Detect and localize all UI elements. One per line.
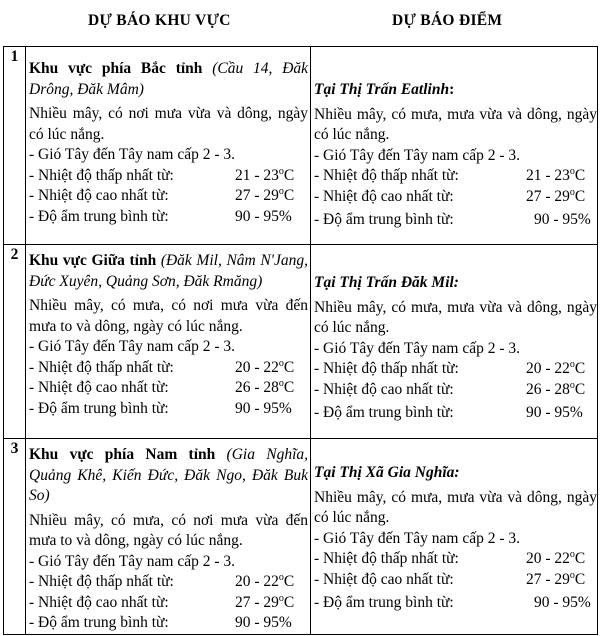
region-wind: - Gió Tây đến Tây nam cấp 2 - 3. xyxy=(29,552,236,570)
point-forecast-cell xyxy=(311,439,598,635)
region-title xyxy=(29,59,308,100)
point-description: Nhiều mây, có mưa, mưa vừa và dông, ngày có lúc nắng. xyxy=(314,488,597,526)
region-name: Khu vực phía Bắc tỉnh xyxy=(29,60,203,77)
point-humidity: - Độ ẩm trung bình từ: 90 - 95% xyxy=(314,404,583,421)
point-wind: - Gió Tây đến Tây nam cấp 2 - 3. xyxy=(314,339,521,357)
region-temp-max: - Nhiệt độ cao nhất từ: 27 - 29$^o$C xyxy=(29,592,295,611)
region-temp-max: - Nhiệt độ cao nhất từ: 27 - 29$^o$C xyxy=(29,185,295,204)
region-humidity: - Độ ẩm trung bình từ: 90 - 95% xyxy=(29,207,292,225)
region-description: Nhiều mây, có mưa, có nơi mưa vừa đến mưa to và dông, ngày có lúc nắng. xyxy=(29,511,308,549)
point-temp-max: - Nhiệt độ cao nhất từ: 27 - 29$^o$C xyxy=(314,569,586,588)
point-title: Tại Thị Trấn Eatlinh: xyxy=(314,81,455,98)
region-temp-min: - Nhiệt độ thấp nhất từ: 20 - 22$^o$C xyxy=(29,571,295,590)
region-wind: - Gió Tây đến Tây nam cấp 2 - 3. xyxy=(29,338,236,355)
regional-forecast-cell xyxy=(26,47,311,245)
region-description: Nhiều mây, có nơi mưa vừa và dông, ngày có lúc nắng. xyxy=(29,105,308,143)
point-temp-max: - Nhiệt độ cao nhất từ: 27 - 29$^o$C xyxy=(314,186,586,205)
table-row xyxy=(4,245,598,439)
regional-forecast-cell xyxy=(26,439,311,635)
region-description: Nhiều mây, có mưa, có nơi mưa vừa đến mưa to và dông, ngày có lúc nắng. xyxy=(29,297,308,335)
region-humidity: - Độ ẩm trung bình từ: 90 - 95% xyxy=(29,614,292,631)
forecast-table xyxy=(3,46,598,635)
point-temp-min: - Nhiệt độ thấp nhất từ: 21 - 23$^o$C xyxy=(314,165,586,184)
point-temp-min: - Nhiệt độ thấp nhất từ: 20 - 22$^o$C xyxy=(314,358,586,377)
header-regional-forecast: DỰ BÁO KHU VỰC xyxy=(88,12,231,29)
region-title xyxy=(29,251,308,292)
region-areas: (Gia Nghĩa, Quảng Khê, Kiến Đức, Đăk Ngo, Đăk Buk So) xyxy=(29,446,309,504)
header-point-forecast: DỰ BÁO ĐIỂM xyxy=(392,12,503,29)
table-header xyxy=(0,0,600,46)
point-title: Tại Thị Trấn Đăk Mil: xyxy=(314,274,459,291)
point-temp-max: - Nhiệt độ cao nhất từ: 26 - 28$^o$C xyxy=(314,379,586,398)
point-title: Tại Thị Xã Gia Nghĩa: xyxy=(314,464,460,481)
row-number: 1 xyxy=(4,47,26,245)
point-forecast-cell xyxy=(311,245,598,439)
table-row xyxy=(4,47,598,245)
point-temp-min: - Nhiệt độ thấp nhất từ: 20 - 22$^o$C xyxy=(314,548,586,567)
region-name: Khu vực phía Nam tỉnh xyxy=(29,446,216,463)
region-temp-min: - Nhiệt độ thấp nhất từ: 20 - 22$^o$C xyxy=(29,357,295,376)
regional-forecast-cell xyxy=(26,245,311,439)
point-humidity: - Độ ẩm trung bình từ: 90 - 95% xyxy=(314,211,591,228)
region-title xyxy=(29,445,308,507)
point-wind: - Gió Tây đến Tây nam cấp 2 - 3. xyxy=(314,529,521,547)
region-name: Khu vực Giữa tỉnh xyxy=(29,252,157,269)
region-temp-max: - Nhiệt độ cao nhất từ: 26 - 28$^o$C xyxy=(29,377,295,396)
point-humidity: - Độ ẩm trung bình từ: 90 - 95% xyxy=(314,594,591,611)
point-description: Nhiều mây, có mưa, mưa vừa và dông, ngày có lúc nắng. xyxy=(314,298,597,336)
row-number: 3 xyxy=(4,439,26,635)
point-forecast-cell xyxy=(311,47,598,245)
table-row xyxy=(4,439,598,635)
region-humidity: - Độ ẩm trung bình từ: 90 - 95% xyxy=(29,399,292,417)
region-wind: - Gió Tây đến Tây nam cấp 2 - 3. xyxy=(29,146,236,163)
row-number: 2 xyxy=(4,245,26,439)
region-areas: (Cầu 14, Đăk Drông, Đăk Mâm) xyxy=(29,60,309,98)
point-wind: - Gió Tây đến Tây nam cấp 2 - 3. xyxy=(314,146,521,164)
region-temp-min: - Nhiệt độ thấp nhất từ: 21 - 23$^o$C xyxy=(29,165,295,184)
region-areas: (Đăk Mil, Nâm N'Jang, Đức Xuyên, Quảng Sơn, Đăk Rmăng) xyxy=(29,252,309,290)
point-description: Nhiều mây, có mưa, mưa vừa và dông, ngày có lúc nắng. xyxy=(314,105,597,143)
